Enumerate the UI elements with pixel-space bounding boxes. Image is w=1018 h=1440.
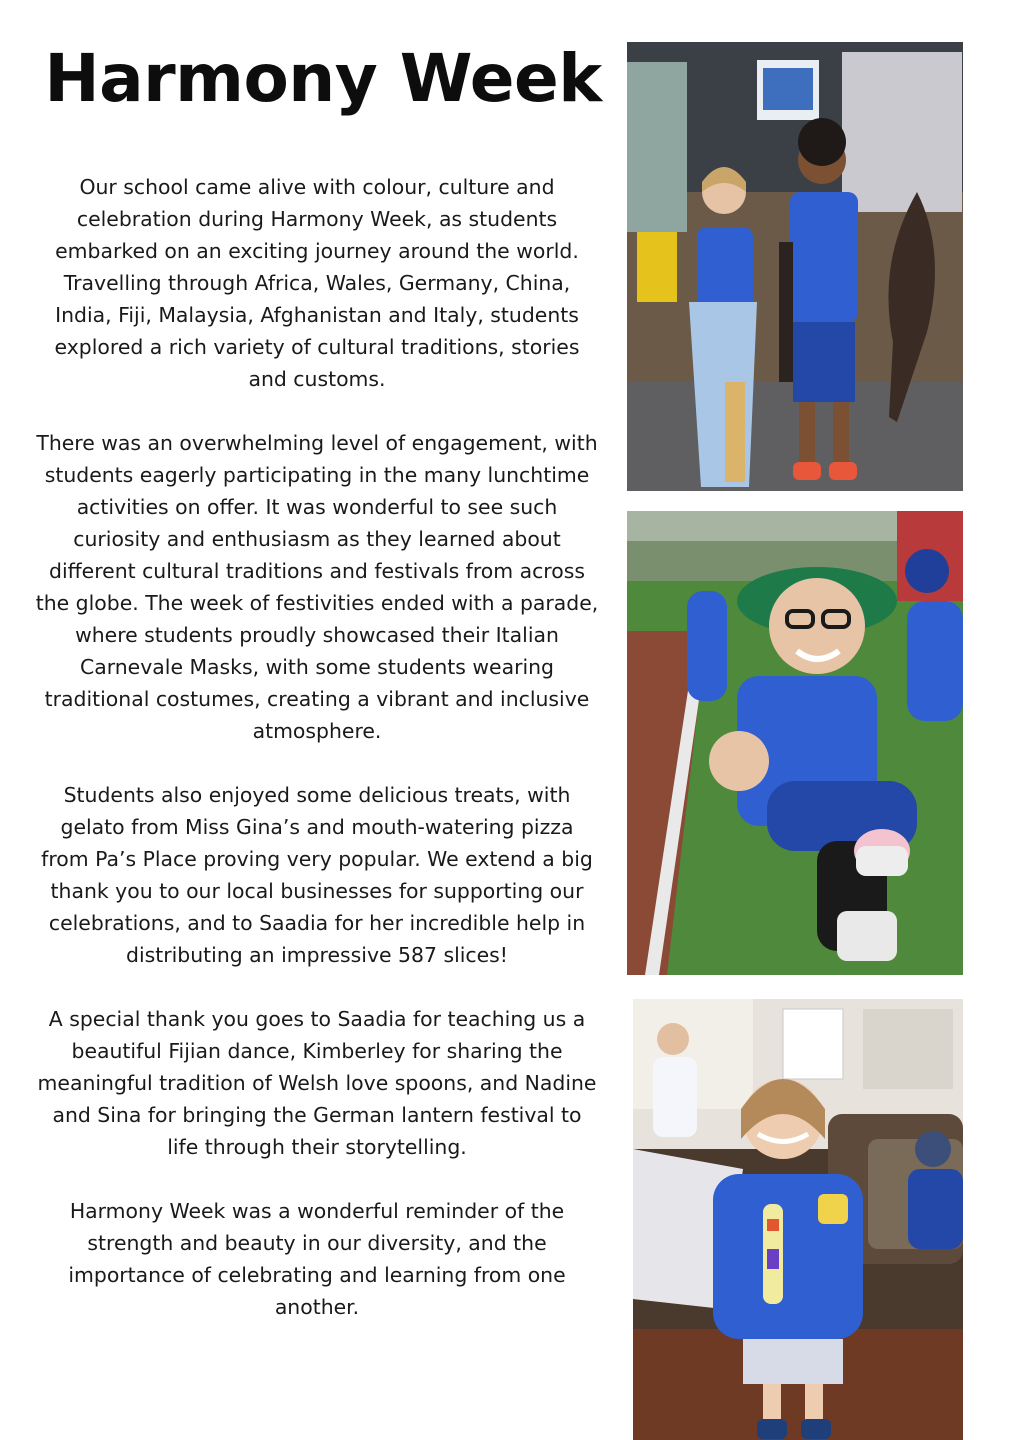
article-body [34, 171, 600, 1355]
paragraph-intro: Our school came alive with colour, culture and celebration during Harmony Week, as students embarked on an exciting journey around the world. Travelling through Africa, Wales, Germany, China, India, Fiji, Malaysia, Afghanistan and Italy, students explored a rich variety of cultural traditions, stories and customs. [54, 175, 580, 391]
photo-girl-with-love-spoon [633, 999, 963, 1440]
page-title: Harmony Week [44, 40, 602, 117]
paragraph-closing: Harmony Week was a wonderful reminder of the strength and beauty in our diversity, and the importance of celebrating and learning from one another. [68, 1199, 566, 1319]
photo-girl-with-love-spoon-illustration [633, 999, 963, 1440]
paragraph-treats: Students also enjoyed some delicious treats, with gelato from Miss Gina’s and mouth-watering pizza from Pa’s Place proving very popular. We extend a big thank you to our local businesses for supporting our celebrations, and to Saadia for her incredible help in distributing an impressive 587 slices! [41, 783, 593, 967]
photo-boy-with-gelato-illustration [627, 511, 963, 975]
photo-students-with-costumes-illustration [627, 42, 963, 491]
photo-students-with-costumes [627, 42, 963, 491]
paragraph-thanks: A special thank you goes to Saadia for teaching us a beautiful Fijian dance, Kimberley for sharing the meaningful tradition of Welsh love spoons, and Nadine and Sina for bringing the German lantern festival to life through their storytelling. [37, 1007, 597, 1159]
paragraph-engagement: There was an overwhelming level of engagement, with students eagerly participating in the many lunchtime activities on offer. It was wonderful to see such curiosity and enthusiasm as they learned about different cultural traditions and festivals from across the globe. The week of festivities ended with a parade, where students proudly showcased their Italian Carnevale Masks, with some students wearing traditional costumes, creating a vibrant and inclusive atmosphere. [35, 431, 599, 743]
photo-boy-with-gelato [627, 511, 963, 975]
